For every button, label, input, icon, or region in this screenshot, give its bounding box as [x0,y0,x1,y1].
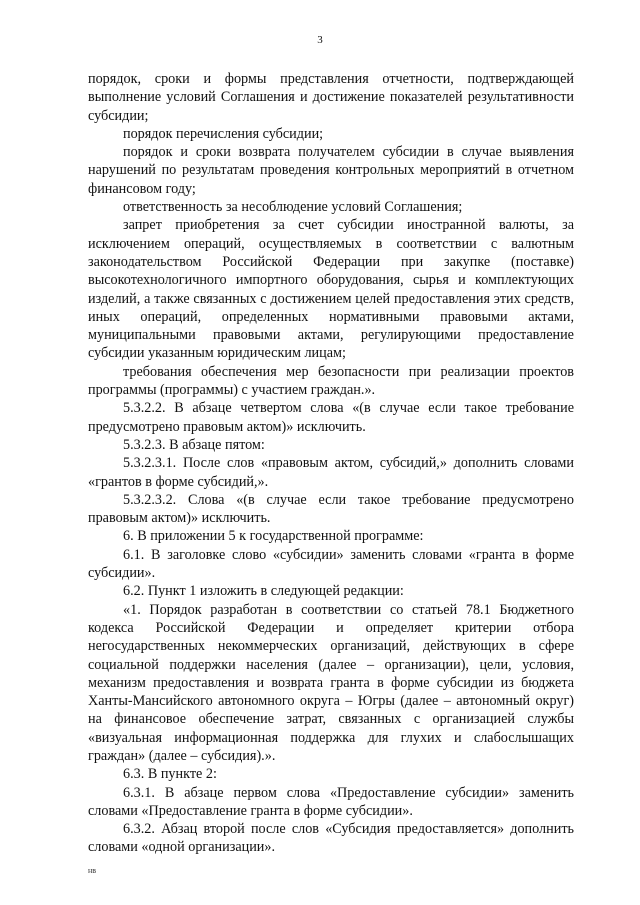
footer-mark: нв [88,866,97,875]
document-body [88,70,574,857]
paragraph-15: 6.3. В пункте 2: [123,766,217,783]
paragraph-5: запрет приобретения за счет субсидии иностранной валюты, за исключением операций, осуществляемых в соответствии с валютным законодательством Российской Федерации при закупке (поставке) высокотехнологичного импортного оборудования, сырья и комплектующих изделий, а также связанных с достижением целей предоставления этих средств, иных операций, определенных нормативными правовыми актами, муниципальными правовыми актами, регулирующими предоставление субсидии указанным юридическим лицам; [88,217,574,362]
paragraph-17: 6.3.2. Абзац второй после слов «Субсидия предоставляется» дополнить словами «одной организации». [88,821,574,856]
page-number: 3 [317,34,323,46]
paragraph-9: 5.3.2.3.1. После слов «правовым актом, субсидий,» дополнить словами «грантов в форме субсидий,». [88,455,574,490]
paragraph-4: ответственность за несоблюдение условий Соглашения; [123,199,463,216]
paragraph-12: 6.1. В заголовке слово «субсидии» заменить словами «гранта в форме субсидии». [88,546,574,582]
paragraph-1: порядок, сроки и формы представления отчетности, подтверждающей выполнение условий Соглашения и достижение показателей результативности субсидии; [88,71,574,124]
paragraph-11: 6. В приложении 5 к государственной программе: [123,528,424,545]
paragraph-3: порядок и сроки возврата получателем субсидии в случае выявления нарушений по результатам проведения контрольных мероприятий в отчетном финансовом году; [88,144,574,197]
paragraph-13: 6.2. Пункт 1 изложить в следующей редакции: [123,583,404,600]
paragraph-14: «1. Порядок разработан в соответствии со статьей 78.1 Бюджетного кодекса Российской Федерации и определяет критерии отбора негосударственных некоммерческих организаций, действующих в сфере социальной поддержки населения (далее – организации), цели, условия, механизм предоставления и возврата гранта в форме субсидии из бюджета Ханты-Мансийского автономного округа – Югры (далее – автономный округ) на финансовое обеспечение затрат, связанных с организацией службы «визуальная информационная поддержка для глухих и слабослышащих граждан» (далее – субсидия).». [88,601,574,764]
paragraph-2: порядок перечисления субсидии; [123,125,324,142]
paragraph-7: 5.3.2.2. В абзаце четвертом слова «(в случае если такое требование предусмотрено правовым актом)» исключить. [88,400,574,435]
paragraph-16: 6.3.1. В абзаце первом слова «Предоставление субсидии» заменить словами «Предоставление гранта в форме субсидии». [88,784,574,819]
paragraph-10: 5.3.2.3.2. Слова «(в случае если такое требование предусмотрено правовым актом)» исключить. [88,491,574,527]
paragraph-8: 5.3.2.3. В абзаце пятом: [123,436,265,453]
paragraph-6: требования обеспечения мер безопасности при реализации проектов программы (программы) с участием граждан.». [88,363,574,399]
